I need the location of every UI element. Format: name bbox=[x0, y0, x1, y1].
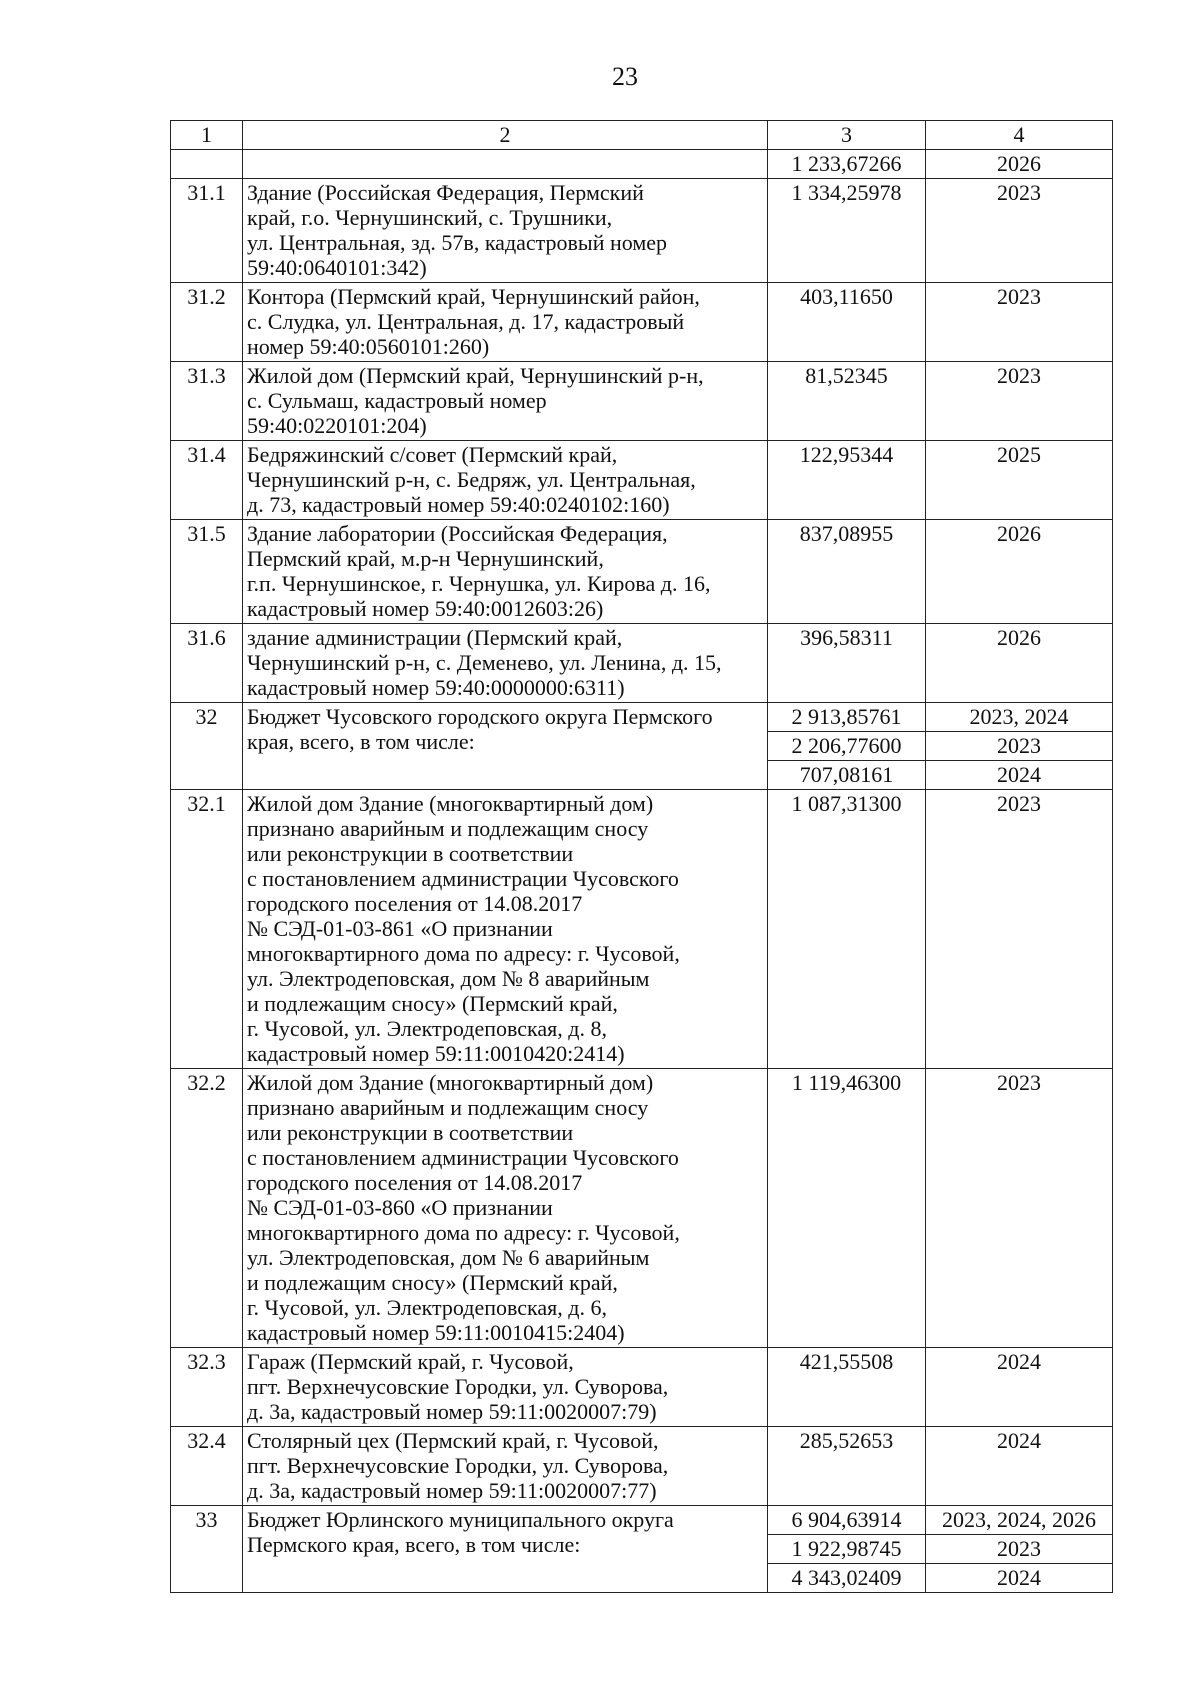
amount-cell: 396,58311 bbox=[768, 624, 926, 703]
amount-cell: 707,08161 bbox=[768, 761, 926, 790]
object-description: Гараж (Пермский край, г. Чусовой, пгт. Верхнечусовские Городки, ул. Суворова, д. 3а, кадастровый номер 59:11:0020007:79) bbox=[243, 1348, 768, 1427]
column-header: 3 bbox=[768, 121, 926, 150]
table-header-row bbox=[171, 121, 1113, 150]
object-description: Здание лаборатории (Российская Федерация, Пермский край, м.р-н Чернушинский, г.п. Чернушинское, г. Чернушка, ул. Кирова д. 16, кадастровый номер 59:40:0012603:26) bbox=[243, 520, 768, 624]
amount-cell: 421,55508 bbox=[768, 1348, 926, 1427]
amount-cell: 1 922,98745 bbox=[768, 1535, 926, 1564]
row-number: 33 bbox=[171, 1506, 243, 1593]
amount-cell: 403,11650 bbox=[768, 283, 926, 362]
table-row bbox=[171, 790, 1113, 1069]
row-number: 31.1 bbox=[171, 179, 243, 283]
row-number: 32.1 bbox=[171, 790, 243, 1069]
year-cell: 2023 bbox=[926, 179, 1113, 283]
table-row bbox=[171, 624, 1113, 703]
page-number: 23 bbox=[612, 62, 638, 91]
object-description: Жилой дом Здание (многоквартирный дом) признано аварийным и подлежащим сносу или реконструкции в соответствии с постановлением администрации Чусовского городского поселения от 14.08.2017 № СЭД-01-03-861 «О признании многоквартирного дома по адресу: г. Чусовой, ул. Электродеповская, дом № 8 аварийным и подлежащим сносу» (Пермский край, г. Чусовой, ул. Электродеповская, д. 8, кадастровый номер 59:11:0010420:2414) bbox=[243, 790, 768, 1069]
year-cell: 2024 bbox=[926, 761, 1113, 790]
row-number: 31.6 bbox=[171, 624, 243, 703]
year-cell: 2026 bbox=[926, 150, 1113, 179]
row-number: 32.3 bbox=[171, 1348, 243, 1427]
table-row bbox=[171, 1427, 1113, 1506]
amount-cell: 2 206,77600 bbox=[768, 732, 926, 761]
year-cell: 2024 bbox=[926, 1348, 1113, 1427]
row-number: 31.5 bbox=[171, 520, 243, 624]
year-cell: 2023, 2024 bbox=[926, 703, 1113, 732]
budget-description: Бюджет Чусовского городского округа Пермского края, всего, в том числе: bbox=[243, 703, 768, 790]
table-row bbox=[171, 283, 1113, 362]
object-description: Здание (Российская Федерация, Пермский край, г.о. Чернушинский, с. Трушники, ул. Центральная, зд. 57в, кадастровый номер 59:40:0640101:342) bbox=[243, 179, 768, 283]
amount-cell: 1 233,67266 bbox=[768, 150, 926, 179]
amount-cell: 1 119,46300 bbox=[768, 1069, 926, 1348]
year-cell: 2023 bbox=[926, 283, 1113, 362]
row-number: 32 bbox=[171, 703, 243, 790]
row-number: 32.2 bbox=[171, 1069, 243, 1348]
object-description: здание администрации (Пермский край, Чернушинский р-н, с. Деменево, ул. Ленина, д. 15, кадастровый номер 59:40:0000000:6311) bbox=[243, 624, 768, 703]
year-cell: 2023 bbox=[926, 732, 1113, 761]
amount-cell: 81,52345 bbox=[768, 362, 926, 441]
row-number: 31.2 bbox=[171, 283, 243, 362]
amount-cell: 1 334,25978 bbox=[768, 179, 926, 283]
table-row bbox=[171, 179, 1113, 283]
year-cell: 2023 bbox=[926, 1069, 1113, 1348]
amount-cell: 837,08955 bbox=[768, 520, 926, 624]
year-cell: 2023 bbox=[926, 362, 1113, 441]
column-header: 2 bbox=[243, 121, 768, 150]
table-row bbox=[171, 1069, 1113, 1348]
year-cell: 2023 bbox=[926, 790, 1113, 1069]
year-cell: 2024 bbox=[926, 1427, 1113, 1506]
year-cell: 2023 bbox=[926, 1535, 1113, 1564]
amount-cell: 6 904,63914 bbox=[768, 1506, 926, 1535]
row-number: 31.3 bbox=[171, 362, 243, 441]
object-description: Контора (Пермский край, Чернушинский район, с. Слудка, ул. Центральная, д. 17, кадастровый номер 59:40:0560101:260) bbox=[243, 283, 768, 362]
year-cell: 2023, 2024, 2026 bbox=[926, 1506, 1113, 1535]
object-description: Жилой дом (Пермский край, Чернушинский р-н, с. Сульмаш, кадастровый номер 59:40:0220101:204) bbox=[243, 362, 768, 441]
year-cell: 2026 bbox=[926, 624, 1113, 703]
table-row bbox=[171, 362, 1113, 441]
column-header: 4 bbox=[926, 121, 1113, 150]
amount-cell: 1 087,31300 bbox=[768, 790, 926, 1069]
row-number: 32.4 bbox=[171, 1427, 243, 1506]
year-cell: 2025 bbox=[926, 441, 1113, 520]
object-description: Бедряжинский с/совет (Пермский край, Чернушинский р-н, с. Бедряж, ул. Центральная, д. 73, кадастровый номер 59:40:0240102:160) bbox=[243, 441, 768, 520]
budget-table bbox=[170, 120, 1113, 1593]
object-description: Столярный цех (Пермский край, г. Чусовой, пгт. Верхнечусовские Городки, ул. Суворова, д. 3а, кадастровый номер 59:11:0020007:77) bbox=[243, 1427, 768, 1506]
group-row bbox=[171, 703, 1113, 732]
amount-cell: 122,95344 bbox=[768, 441, 926, 520]
year-cell: 2024 bbox=[926, 1564, 1113, 1593]
column-header: 1 bbox=[171, 121, 243, 150]
object-description: Жилой дом Здание (многоквартирный дом) признано аварийным и подлежащим сносу или реконструкции в соответствии с постановлением администрации Чусовского городского поселения от 14.08.2017 № СЭД-01-03-860 «О признании многоквартирного дома по адресу: г. Чусовой, ул. Электродеповская, дом № 6 аварийным и подлежащим сносу» (Пермский край, г. Чусовой, ул. Электродеповская, д. 6, кадастровый номер 59:11:0010415:2404) bbox=[243, 1069, 768, 1348]
budget-description: Бюджет Юрлинского муниципального округа Пермского края, всего, в том числе: bbox=[243, 1506, 768, 1593]
amount-cell: 2 913,85761 bbox=[768, 703, 926, 732]
table-row bbox=[171, 1348, 1113, 1427]
table-row bbox=[171, 441, 1113, 520]
table-row bbox=[171, 520, 1113, 624]
group-row bbox=[171, 1506, 1113, 1535]
row-number: 31.4 bbox=[171, 441, 243, 520]
amount-cell: 285,52653 bbox=[768, 1427, 926, 1506]
year-cell: 2026 bbox=[926, 520, 1113, 624]
amount-cell: 4 343,02409 bbox=[768, 1564, 926, 1593]
table-row bbox=[171, 150, 1113, 179]
